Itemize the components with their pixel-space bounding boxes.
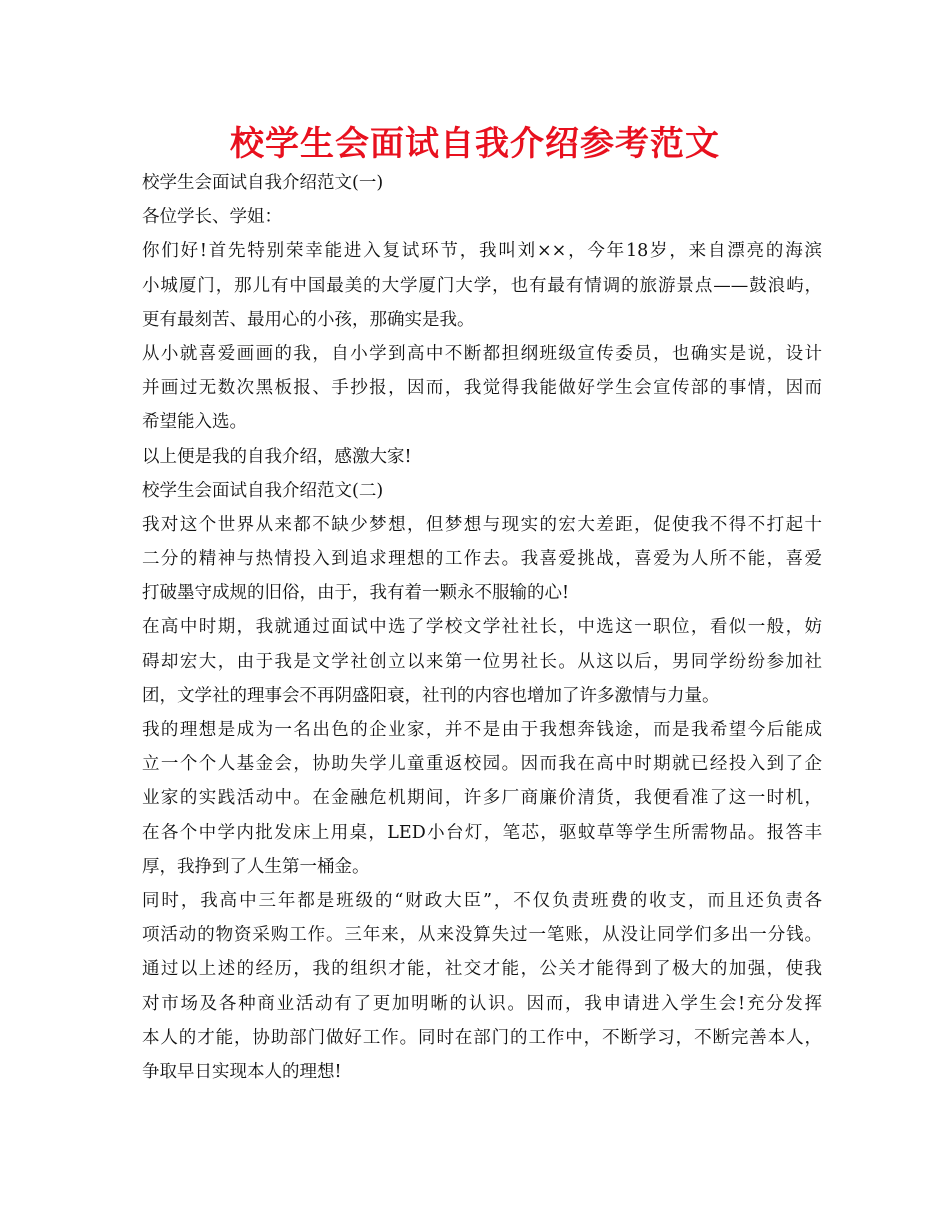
text-line: 在各个中学内批发床上用桌，LED小台灯，笔芯，驱蚊草等学生所需物品。报答丰 <box>142 822 822 843</box>
text-line: 校学生会面试自我介绍范文(二) <box>142 480 384 501</box>
text-line: 以上便是我的自我介绍，感激大家! <box>142 446 412 467</box>
text-line: 立一个个人基金会，协助失学儿童重返校园。因而我在高中时期就已经投入到了企 <box>142 754 822 775</box>
text-line: 校学生会面试自我介绍范文(一) <box>142 173 384 193</box>
document-title: 校学生会面试自我介绍参考范文 <box>230 124 720 164</box>
text-line: 各位学长、学姐： <box>142 207 282 228</box>
document-body <box>142 166 822 1089</box>
text-line: 团，文学社的理事会不再阴盛阳衰，社刊的内容也增加了许多激情与力量。 <box>142 685 720 706</box>
text-line: 项活动的物资采购工作。三年来，从来没算失过一笔账，从没让同学们多出一分钱。 <box>142 925 822 946</box>
text-line: 厚，我挣到了人生第一桶金。 <box>142 856 370 877</box>
text-line: 本人的才能，协助部门做好工作。同时在部门的工作中，不断学习，不断完善本人， <box>142 1027 822 1048</box>
text-line: 从小就喜爱画画的我，自小学到高中不断都担纲班级宣传委员，也确实是说，设计 <box>142 343 822 364</box>
text-line: 打破墨守成规的旧俗，由于，我有着一颗永不服输的心! <box>142 583 570 604</box>
text-line: 小城厦门，那儿有中国最美的大学厦门大学，也有最有情调的旅游景点——鼓浪屿， <box>142 275 822 296</box>
text-line: 同时，我高中三年都是班级的“财政大臣”，不仅负责班费的收支，而且还负责各 <box>142 890 822 911</box>
text-line: 更有最刻苦、最用心的小孩，那确实是我。 <box>142 309 475 330</box>
text-line: 通过以上述的经历，我的组织才能，社交才能，公关才能得到了极大的加强，使我 <box>142 959 822 980</box>
text-line: 业家的实践活动中。在金融危机期间，许多厂商廉价清货，我便看准了这一时机， <box>142 788 822 809</box>
text-line: 你们好!首先特别荣幸能进入复试环节，我叫刘××，今年18岁，来自漂亮的海滨 <box>142 241 822 262</box>
text-line: 我的理想是成为一名出色的企业家，并不是由于我想奔钱途，而是我希望今后能成 <box>142 720 822 740</box>
text-line: 碍却宏大，由于我是文学社创立以来第一位男社长。从这以后，男同学纷纷参加社 <box>142 651 822 672</box>
text-line: 二分的精神与热情投入到追求理想的工作去。我喜爱挑战，喜爱为人所不能，喜爱 <box>142 549 822 570</box>
text-line: 我对这个世界从来都不缺少梦想，但梦想与现实的宏大差距，促使我不得不打起十 <box>142 514 822 535</box>
text-line: 希望能入选。 <box>142 412 247 433</box>
text-line: 争取早日实现本人的理想! <box>142 1061 342 1082</box>
text-line: 对市场及各种商业活动有了更加明晰的认识。因而，我申请进入学生会!充分发挥 <box>142 993 822 1014</box>
text-line: 并画过无数次黑板报、手抄报，因而，我觉得我能做好学生会宣传部的事情，因而 <box>142 378 822 399</box>
text-line: 在高中时期，我就通过面试中选了学校文学社社长，中选这一职位，看似一般，妨 <box>142 617 822 638</box>
